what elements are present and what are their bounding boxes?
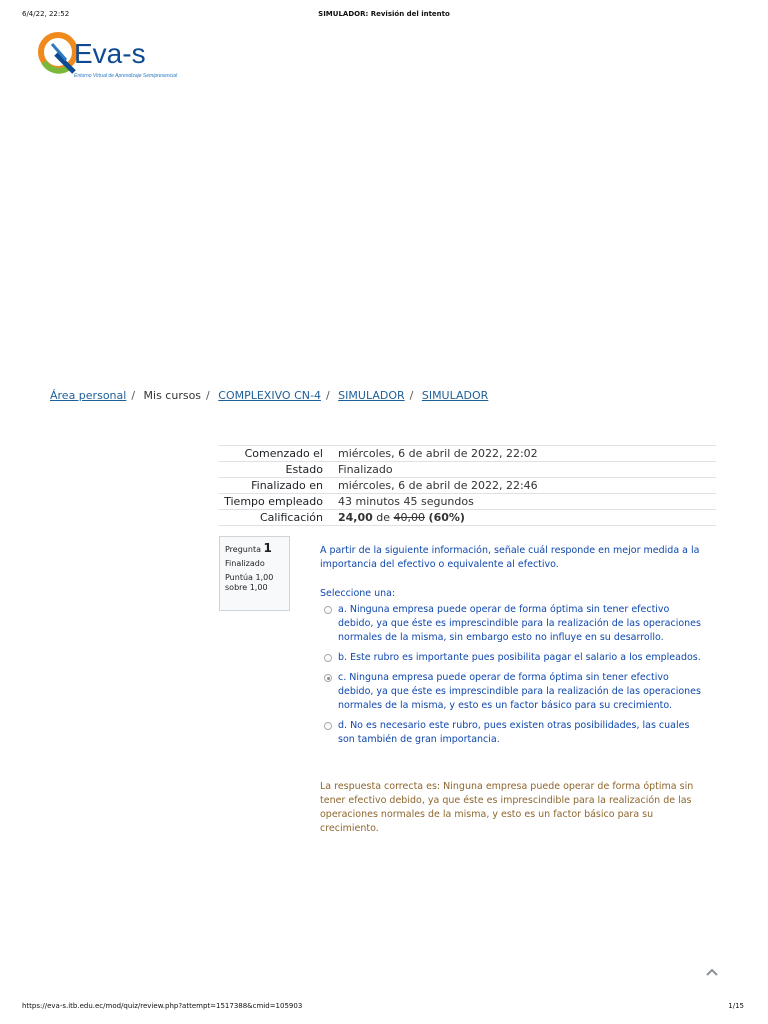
answer-option-b[interactable] bbox=[322, 651, 707, 665]
scroll-to-top-icon[interactable] bbox=[706, 964, 718, 980]
question-number bbox=[225, 541, 284, 557]
question-info-box bbox=[219, 536, 290, 611]
summary-row-finished bbox=[219, 478, 716, 494]
eva-s-logo[interactable] bbox=[36, 30, 186, 84]
radio-a[interactable] bbox=[324, 606, 332, 614]
attempt-summary-table bbox=[219, 445, 716, 526]
answer-option-a[interactable] bbox=[322, 603, 707, 645]
radio-d[interactable] bbox=[324, 722, 332, 730]
started-value: miércoles, 6 de abril de 2022, 22:02 bbox=[338, 447, 538, 460]
summary-row-time bbox=[219, 494, 716, 510]
logo-text: Eva-s bbox=[74, 38, 146, 69]
started-label: Comenzado el bbox=[244, 447, 323, 460]
grade-value bbox=[329, 510, 716, 526]
question-status: Finalizado bbox=[225, 559, 265, 568]
question-number-value: 1 bbox=[263, 541, 272, 555]
breadcrumb-section[interactable]: SIMULADOR bbox=[338, 389, 405, 402]
answer-c-label: c. Ninguna empresa puede operar de forma óptima sin tener efectivo debido, ya que éste es imprescindible para la realización de las operaciones normales de la misma, y esto es un factor básico para su crecimiento. bbox=[338, 672, 701, 711]
answer-a-label: a. Ninguna empresa puede operar de forma óptima sin tener efectivo debido, ya que éste es imprescindible para la realización de las operaciones normales de la misma, sin embargo esto no influye en su desarrollo. bbox=[338, 604, 701, 643]
radio-c[interactable] bbox=[324, 674, 332, 682]
logo-tagline: Entorno Virtual de Aprendizaje Semipresencial bbox=[74, 73, 178, 79]
breadcrumb-my-courses: Mis cursos bbox=[143, 389, 202, 402]
grade-label: Calificación bbox=[259, 511, 323, 524]
answer-options bbox=[322, 603, 707, 753]
answer-b-label: b. Este rubro es importante pues posibilita pagar el salario a los empleados. bbox=[338, 652, 701, 663]
breadcrumb: Área personal / Mis cursos / COMPLEXIVO CN-4 / SIMULADOR / SIMULADOR bbox=[50, 389, 489, 402]
grade-percent: (60%) bbox=[428, 511, 465, 524]
state-value: Finalizado bbox=[338, 463, 393, 476]
print-timestamp: 6/4/22, 22:52 bbox=[22, 10, 70, 18]
breadcrumb-course[interactable]: COMPLEXIVO CN-4 bbox=[218, 389, 321, 402]
summary-row-state bbox=[219, 462, 716, 478]
summary-row-started bbox=[219, 446, 716, 462]
time-label: Tiempo empleado bbox=[224, 495, 323, 508]
state-label: Estado bbox=[285, 463, 323, 476]
correct-answer-feedback: La respuesta correcta es: Ninguna empresa puede operar de forma óptima sin tener efectivo debido, ya que éste es imprescindible para la realización de las operaciones normales de la misma, y esto es un factor básico para su crecimiento. bbox=[320, 781, 694, 834]
answer-d-label: d. No es necesario este rubro, pues existen otras posibilidades, las cuales son también de gran importancia. bbox=[338, 720, 690, 745]
breadcrumb-home[interactable]: Área personal bbox=[50, 389, 127, 402]
grade-max: 40,00 bbox=[393, 511, 426, 524]
answer-prompt: Seleccione una: bbox=[320, 588, 396, 599]
answer-option-c[interactable] bbox=[322, 671, 707, 713]
print-url: https://eva-s.itb.edu.ec/mod/quiz/review.php?attempt=1517388&cmid=105903 bbox=[22, 1002, 303, 1010]
time-value: 43 minutos 45 segundos bbox=[338, 495, 474, 508]
finished-label: Finalizado en bbox=[251, 479, 323, 492]
finished-value: miércoles, 6 de abril de 2022, 22:46 bbox=[338, 479, 538, 492]
print-page-number: 1/15 bbox=[728, 1002, 744, 1010]
print-header bbox=[0, 10, 768, 22]
question-text: A partir de la siguiente información, señale cuál responde en mejor medida a la importancia del efectivo o equivalente al efectivo. bbox=[320, 545, 700, 570]
grade-score: 24,00 bbox=[338, 511, 373, 524]
summary-row-grade bbox=[219, 510, 716, 526]
logo-mark bbox=[36, 30, 186, 84]
breadcrumb-quiz[interactable]: SIMULADOR bbox=[421, 389, 489, 402]
question-label: Pregunta bbox=[225, 545, 261, 554]
grade-of: de bbox=[376, 511, 391, 524]
question-points-line1: Puntúa 1,00 bbox=[225, 573, 274, 582]
question-points-line2: sobre 1,00 bbox=[225, 583, 268, 592]
answer-option-d[interactable] bbox=[322, 719, 707, 747]
radio-b[interactable] bbox=[324, 654, 332, 662]
print-title: SIMULADOR: Revisión del intento bbox=[318, 10, 450, 18]
